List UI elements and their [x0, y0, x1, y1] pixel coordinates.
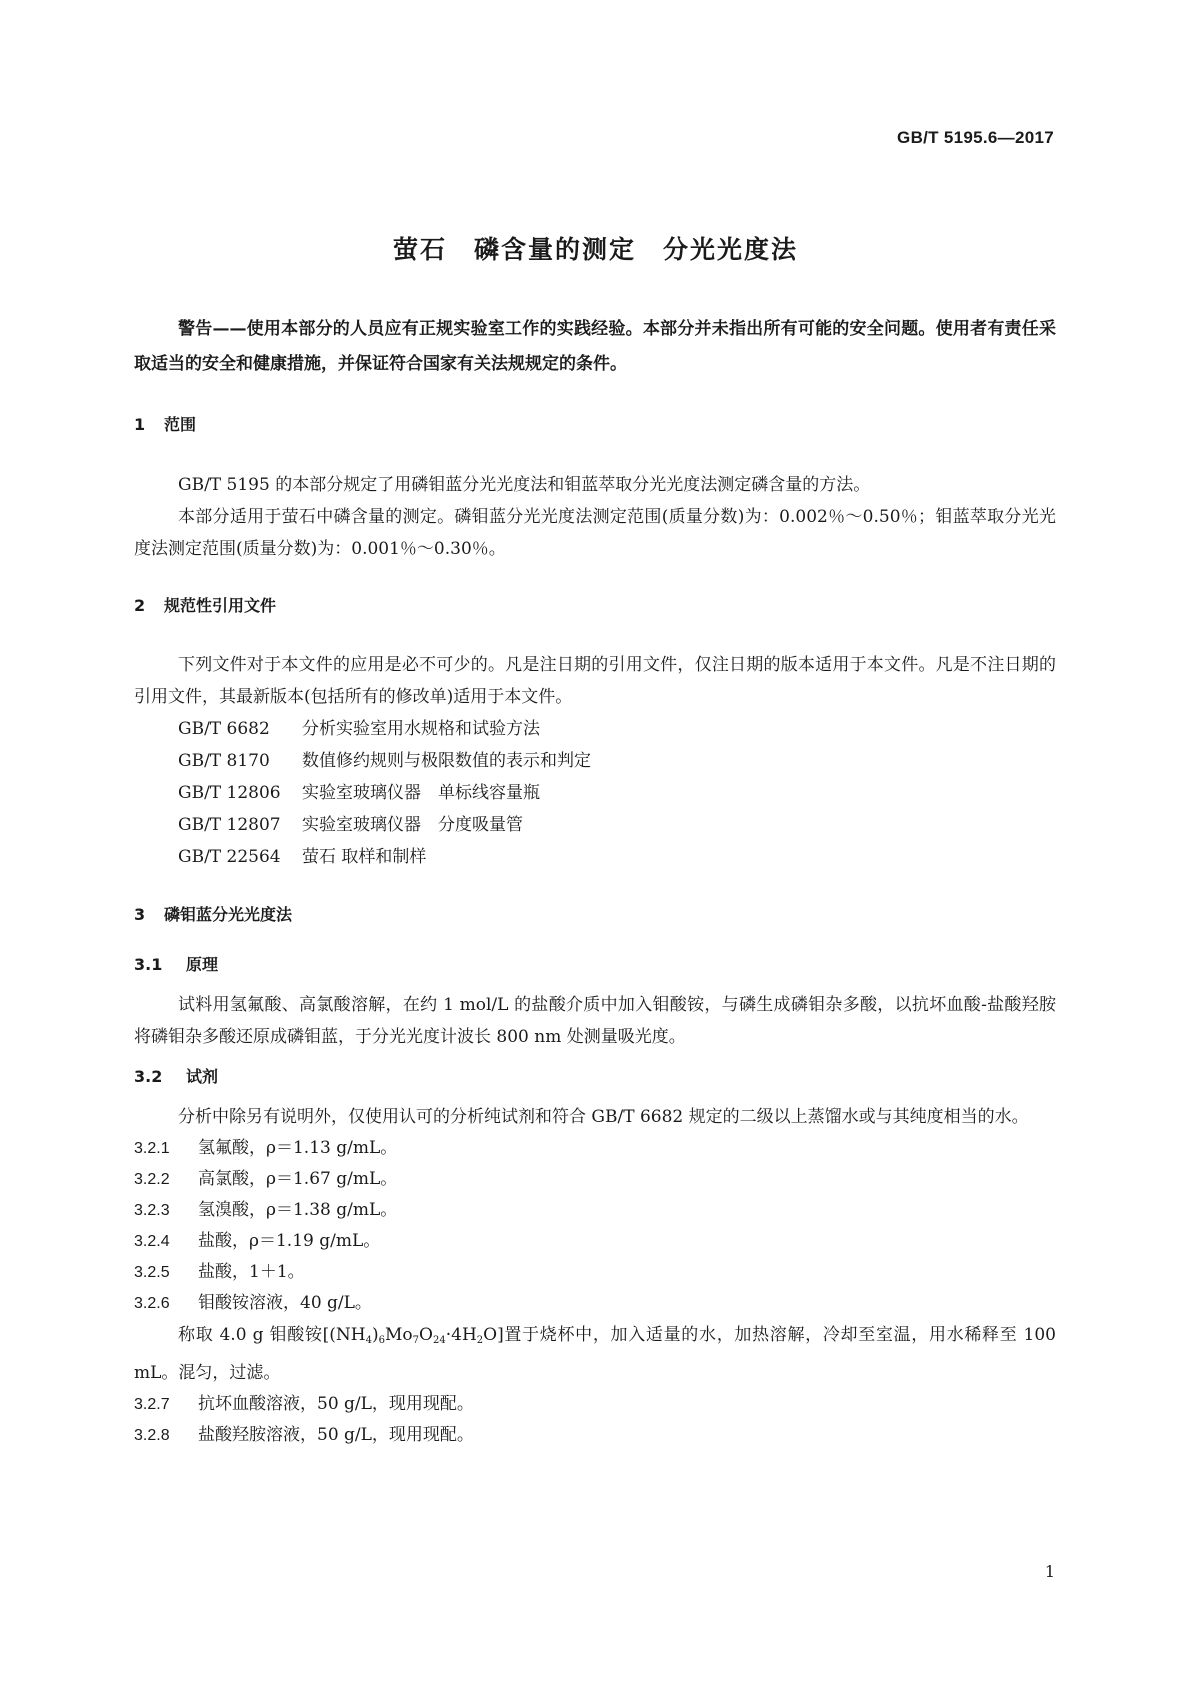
reference-code: GB/T 6682: [178, 719, 270, 739]
item-number: 3.2.3: [134, 1202, 170, 1219]
item-number: 3.2.5: [134, 1264, 170, 1281]
item-number: 3.2.4: [134, 1233, 170, 1250]
item-number: 3.2.8: [134, 1427, 170, 1444]
item-number: 3.2.2: [134, 1171, 170, 1188]
reagent-item: [134, 1288, 1056, 1319]
section-3-2-paragraph: 分析中除另有说明外，仅使用认可的分析纯试剂和符合 GB/T 6682 规定的二级以上蒸馏水或与其纯度相当的水。: [178, 1107, 1029, 1127]
item-text: 抗坏血酸溶液，50 g/L，现用现配。: [198, 1394, 474, 1414]
reagent-item: [134, 1195, 1056, 1226]
reagent-item: [134, 1226, 1056, 1257]
item-number: 3.2.1: [134, 1140, 170, 1157]
document-title: 萤石 磷含量的测定 分光光度法: [392, 235, 798, 264]
section-title: 规范性引用文件: [164, 596, 277, 615]
reference-title: 实验室玻璃仪器 单标线容量瓶: [302, 783, 540, 803]
subsection-number: 3.2: [134, 1067, 163, 1086]
reference-title: 实验室玻璃仪器 分度吸量管: [302, 815, 523, 835]
subsection-title: 原理: [186, 955, 219, 974]
reagent-item: [134, 1164, 1056, 1195]
reference-code: GB/T 22564: [178, 847, 281, 867]
section-number: 3: [134, 905, 146, 924]
item-text: 盐酸羟胺溶液，50 g/L，现用现配。: [198, 1425, 474, 1445]
section-1-paragraph-1: GB/T 5195 的本部分规定了用磷钼蓝分光光度法和钼蓝萃取分光光度法测定磷含量的方法。: [178, 475, 871, 495]
item-text: 氢溴酸，ρ＝1.38 g/mL。: [198, 1200, 398, 1220]
section-2-paragraph-1: 下列文件对于本文件的应用是必不可少的。凡是注日期的引用文件，仅注日期的版本适用于本文件。凡是不注日期的引用文件，其最新版本(包括所有的修改单)适用于本文件。: [134, 655, 1056, 707]
document-body: [134, 312, 1056, 1451]
reagent-item: [134, 1420, 1056, 1451]
molybdate-preparation: 称取 4.0 g 钼酸铵$[(NH_4)_6Mo_7O_{24}\cdot 4H_2O]$置于烧杯中，加入适量的水，加热溶解，冷却至室温，用水稀释至 100 mL。混匀，过滤。: [134, 1325, 1056, 1383]
section-title: 磷钼蓝分光光度法: [164, 905, 293, 924]
item-number: 3.2.7: [134, 1396, 170, 1413]
reference-code: GB/T 12806: [178, 783, 281, 803]
reference-title: 萤石 取样和制样: [302, 847, 427, 867]
reference-code: GB/T 12807: [178, 815, 281, 835]
standard-code: GB/T 5195.6—2017: [897, 128, 1054, 147]
page-number: 1: [1044, 1562, 1055, 1581]
reagent-item: [134, 1389, 1056, 1420]
section-number: 2: [134, 596, 146, 615]
reference-code: GB/T 8170: [178, 751, 270, 771]
section-3-2-heading: [134, 1061, 1056, 1093]
section-3-1-paragraph: 试料用氢氟酸、高氯酸溶解，在约 1 mol/L 的盐酸介质中加入钼酸铵，与磷生成磷钼杂多酸，以抗坏血酸-盐酸羟胺将磷钼杂多酸还原成磷钼蓝，于分光光度计波长 800 nm 处测量吸光度。: [134, 995, 1056, 1047]
item-number: 3.2.6: [134, 1295, 170, 1312]
safety-warning: 警告——使用本部分的人员应有正规实验室工作的实践经验。本部分并未指出所有可能的安全问题。使用者有责任采取适当的安全和健康措施，并保证符合国家有关法规规定的条件。: [134, 319, 1056, 374]
subsection-number: 3.1: [134, 955, 163, 974]
reference-title: 数值修约规则与极限数值的表示和判定: [302, 751, 591, 771]
section-number: 1: [134, 415, 146, 434]
reagent-item: [134, 1133, 1056, 1164]
section-2-heading: [134, 590, 1056, 622]
section-1-paragraph-2: 本部分适用于萤石中磷含量的测定。磷钼蓝分光光度法测定范围(质量分数)为：0.002％～0.50％；钼蓝萃取分光光度法测定范围(质量分数)为：0.001％～0.30％。: [134, 507, 1056, 559]
normative-reference: [134, 809, 1056, 841]
normative-reference: [134, 745, 1056, 777]
item-text: 盐酸，1＋1。: [198, 1262, 305, 1282]
section-3-1-heading: [134, 949, 1056, 981]
item-text: 钼酸铵溶液，40 g/L。: [198, 1293, 372, 1313]
section-1-heading: [134, 409, 1056, 441]
section-title: 范围: [164, 415, 197, 434]
reagent-item: [134, 1257, 1056, 1288]
item-text: 高氯酸，ρ＝1.67 g/mL。: [198, 1169, 398, 1189]
item-text: 氢氟酸，ρ＝1.13 g/mL。: [198, 1138, 398, 1158]
subsection-title: 试剂: [186, 1067, 219, 1086]
normative-reference: [134, 713, 1056, 745]
normative-reference: [134, 777, 1056, 809]
section-3-heading: [134, 899, 1056, 931]
item-text: 盐酸，ρ＝1.19 g/mL。: [198, 1231, 381, 1251]
normative-reference: [134, 841, 1056, 873]
reference-title: 分析实验室用水规格和试验方法: [302, 719, 540, 739]
